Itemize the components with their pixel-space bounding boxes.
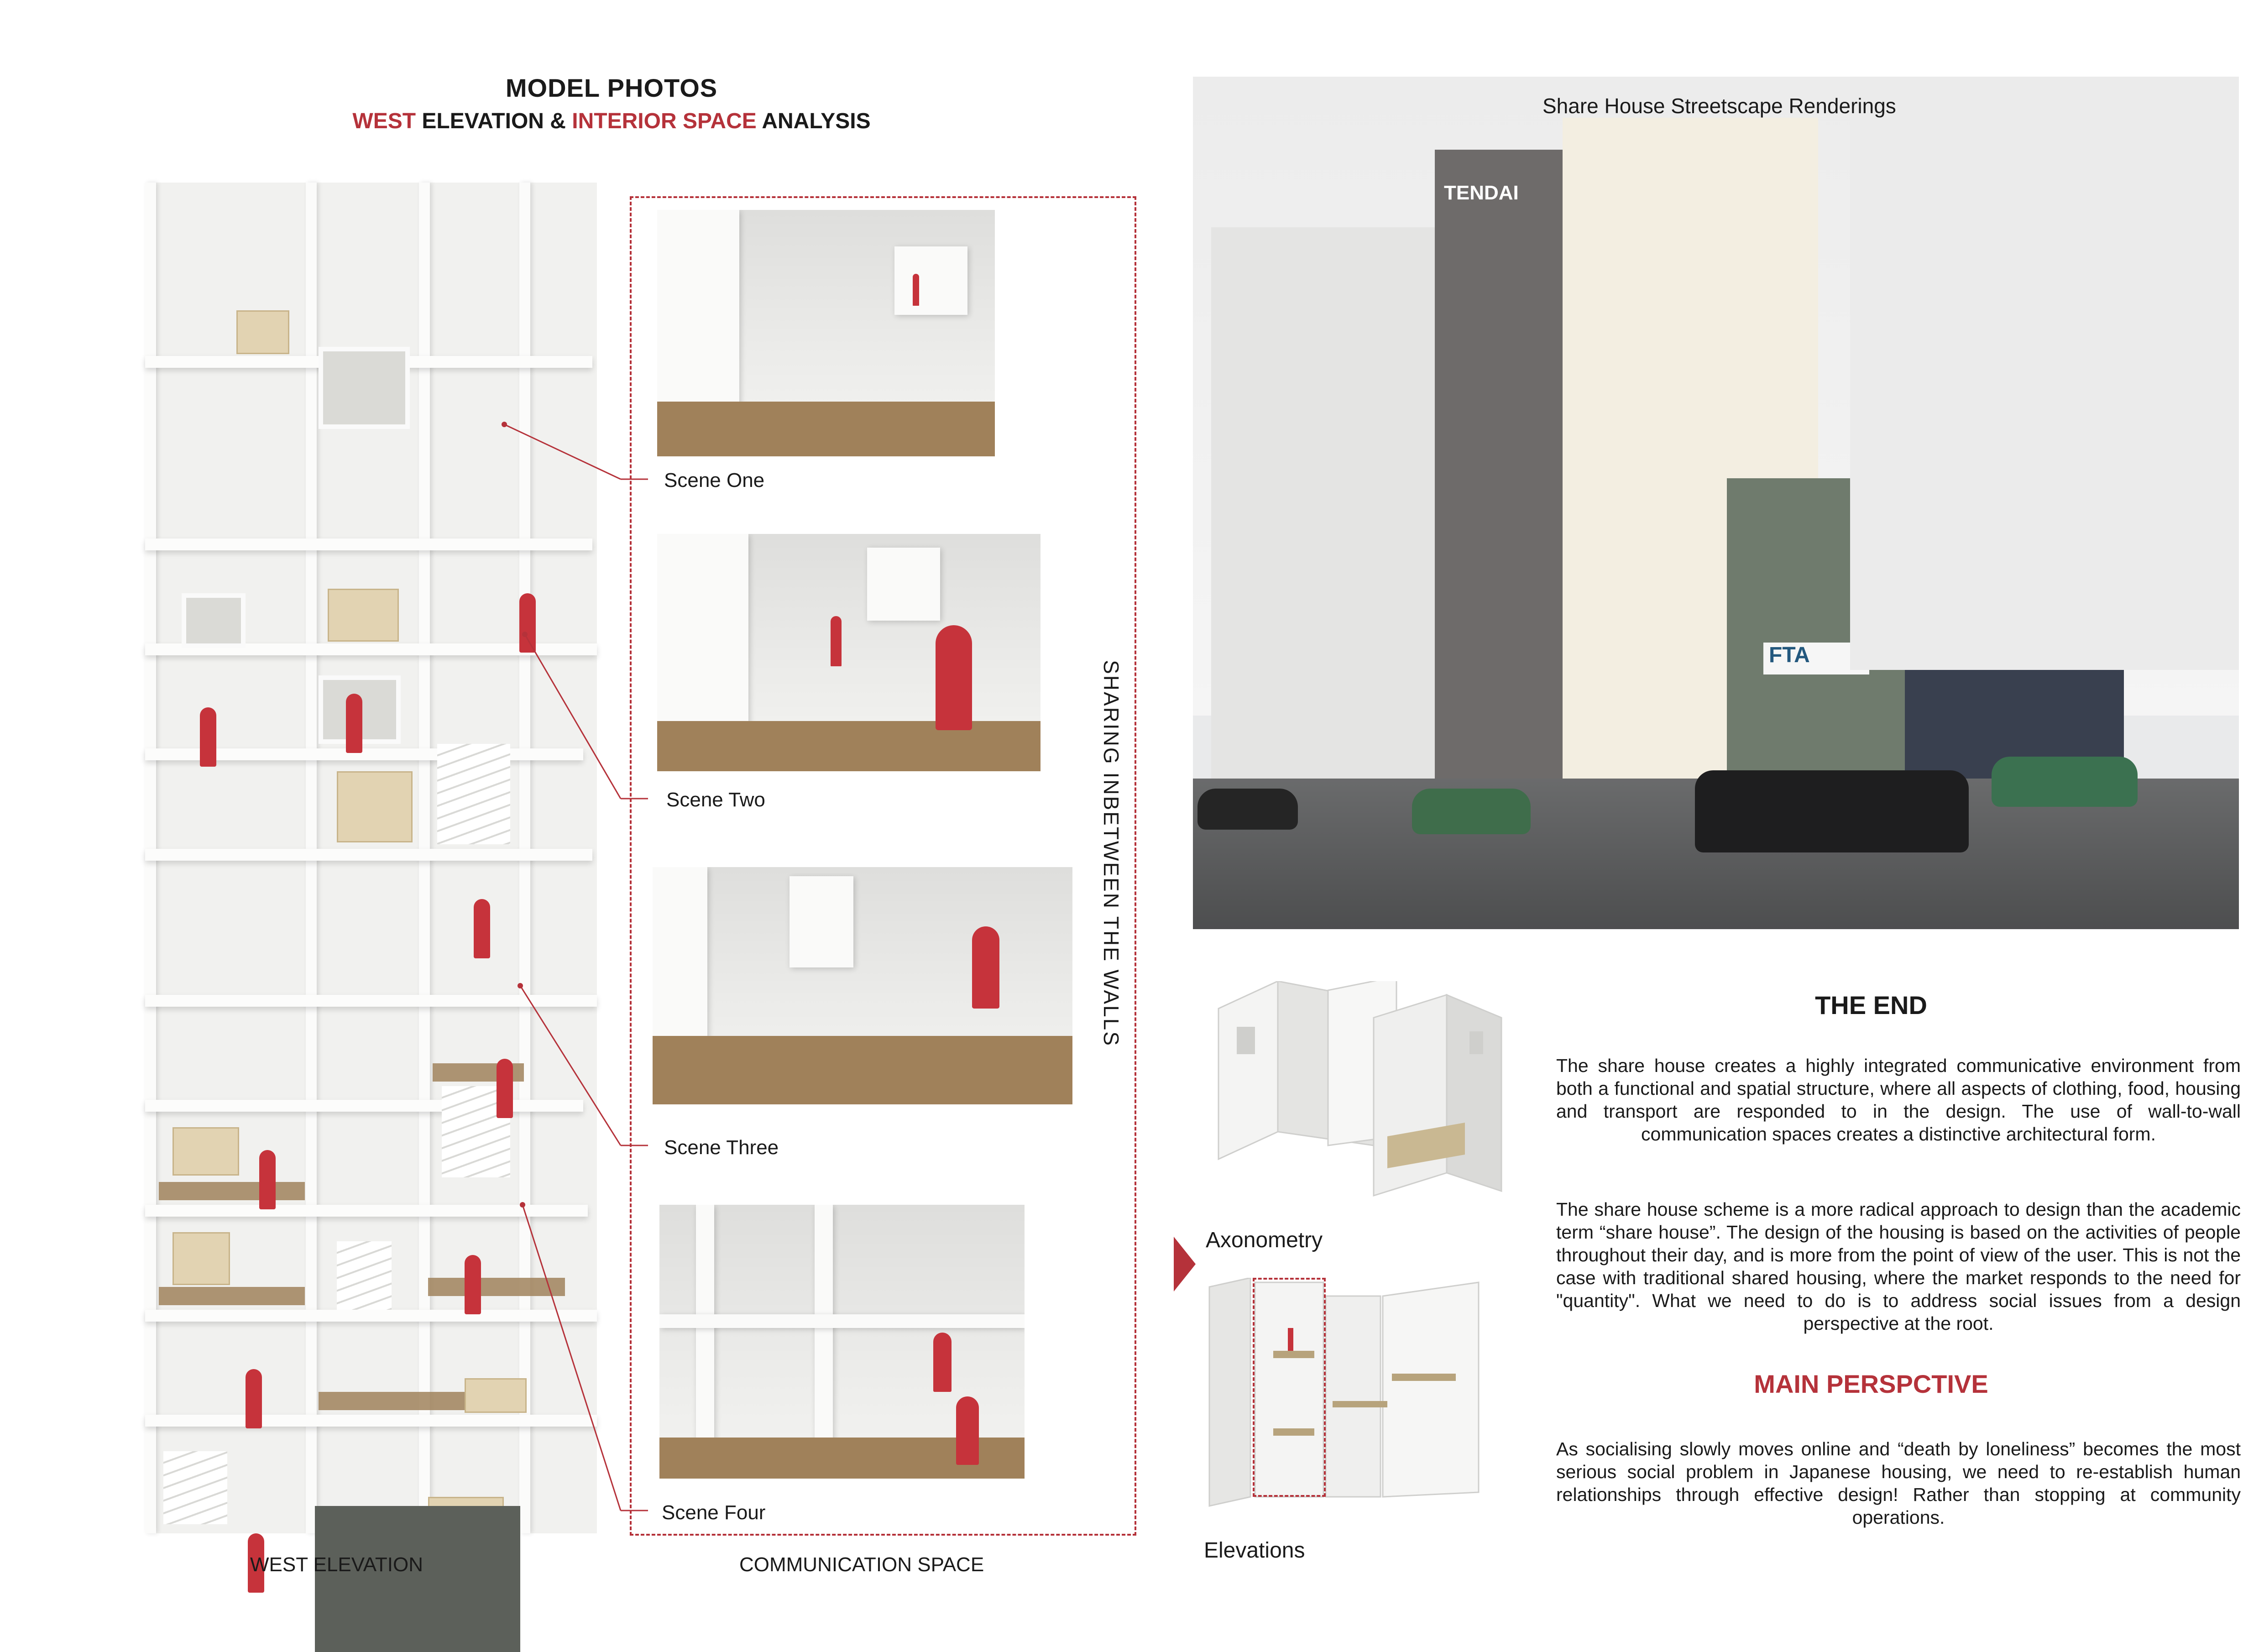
red-figure (936, 625, 972, 730)
leader-dot (520, 1202, 525, 1208)
green-taxi (1412, 789, 1531, 834)
scene-one-label: Scene One (664, 469, 765, 491)
axo-window (1237, 1027, 1255, 1054)
elevations-model-photo (1205, 1278, 1497, 1511)
leader-scene-one (504, 424, 621, 479)
scene-four-photo (659, 1205, 1025, 1479)
leader-dot (518, 983, 523, 988)
axo-wall (1218, 981, 1278, 1159)
subtitle-elevation: ELEVATION & (416, 109, 572, 133)
scene-three-label: Scene Three (664, 1136, 779, 1159)
building-tendai (1435, 150, 1563, 811)
leader-scene-two (525, 634, 621, 799)
leader-scene-four (523, 1205, 621, 1511)
building-right (1850, 77, 2239, 670)
elevation-highlight-frame (1253, 1278, 1326, 1497)
main-perspective-paragraph: As socialising slowly moves online and “death by loneliness” becomes the most serious social problem in Japanese housing, we need to re-establish human relationships through effective design! Rather than stopping at community operations. (1556, 1438, 2241, 1528)
photo-floor (657, 402, 995, 456)
axo-wall (1447, 995, 1501, 1191)
photo-wall (790, 876, 853, 967)
streetscape-caption: Share House Streetscape Renderings (1542, 94, 1896, 118)
sharing-inbetween-walls-vertical-title: SHARING INBETWEEN THE WALLS (1099, 660, 1123, 1047)
red-arrow-marker (1174, 1237, 1196, 1291)
photo-wall (894, 246, 967, 315)
elev-wall (1209, 1278, 1250, 1506)
leader-dot (522, 632, 528, 637)
fta-sign: FTA (1763, 643, 1869, 674)
elev-floor (1392, 1374, 1456, 1381)
west-elevation-caption: WEST ELEVATION (250, 1553, 423, 1576)
black-taxi (1695, 770, 1969, 852)
parked-car (1197, 789, 1298, 830)
elev-wall (1326, 1296, 1380, 1497)
axo-window (1469, 1031, 1483, 1054)
axo-wall (1374, 995, 1447, 1196)
subtitle-analysis: ANALYSIS (756, 109, 871, 133)
tendai-sign: TENDAI (1444, 182, 1519, 204)
scene-two-label: Scene Two (666, 789, 765, 811)
streetscape-rendering-photo (1193, 77, 2239, 929)
red-figure (933, 1333, 952, 1392)
elev-floor (1333, 1401, 1387, 1407)
elev-wall (1383, 1282, 1479, 1497)
scene-four-label: Scene Four (662, 1501, 766, 1524)
communication-space-caption: COMMUNICATION SPACE (739, 1553, 984, 1576)
main-perspective-heading: MAIN PERSPCTIVE (1754, 1370, 1988, 1398)
axonometry-model-photo (1209, 981, 1520, 1237)
photo-wall (867, 548, 940, 621)
subtitle-west: WEST (352, 109, 416, 133)
red-figure (972, 926, 999, 1009)
elevations-label: Elevations (1204, 1538, 1305, 1563)
axonometry-label: Axonometry (1206, 1228, 1323, 1252)
red-figure (913, 274, 919, 306)
leader-scene-three (520, 986, 621, 1145)
green-taxi (1992, 757, 2138, 807)
photo-floor (653, 1036, 1072, 1104)
scene-one-photo (657, 210, 995, 456)
red-figure (956, 1396, 979, 1465)
the-end-paragraph-2: The share house scheme is a more radical approach to design than the academic term “share house”. The design of the housing is based on the activities of people throughout their day, and is more from the point of view of the user. This is not the case with traditional shared housing, where the market responds to the need for "quantity". What we need to do is to address social issues from a design perspective at the root. (1556, 1199, 2241, 1334)
photo-wall (659, 1314, 1025, 1328)
leader-dot (502, 422, 507, 427)
red-figure (831, 616, 842, 666)
scene-two-photo (657, 534, 1040, 771)
the-end-paragraph-1: The share house creates a highly integrated communicative environment from both a functional and spatial structure, where all aspects of clothing, food, housing and transport are responded to in the design. The use of wall-to-wall communication spaces creates a distinctive architectural form. (1556, 1055, 2241, 1145)
subtitle-interior-space: INTERIOR SPACE (572, 109, 757, 133)
building-left (1211, 227, 1448, 798)
scene-three-photo (653, 867, 1072, 1104)
photo-floor (657, 721, 1040, 771)
model-photos-title: MODEL PHOTOS (505, 73, 718, 102)
the-end-heading: THE END (1815, 991, 1927, 1019)
